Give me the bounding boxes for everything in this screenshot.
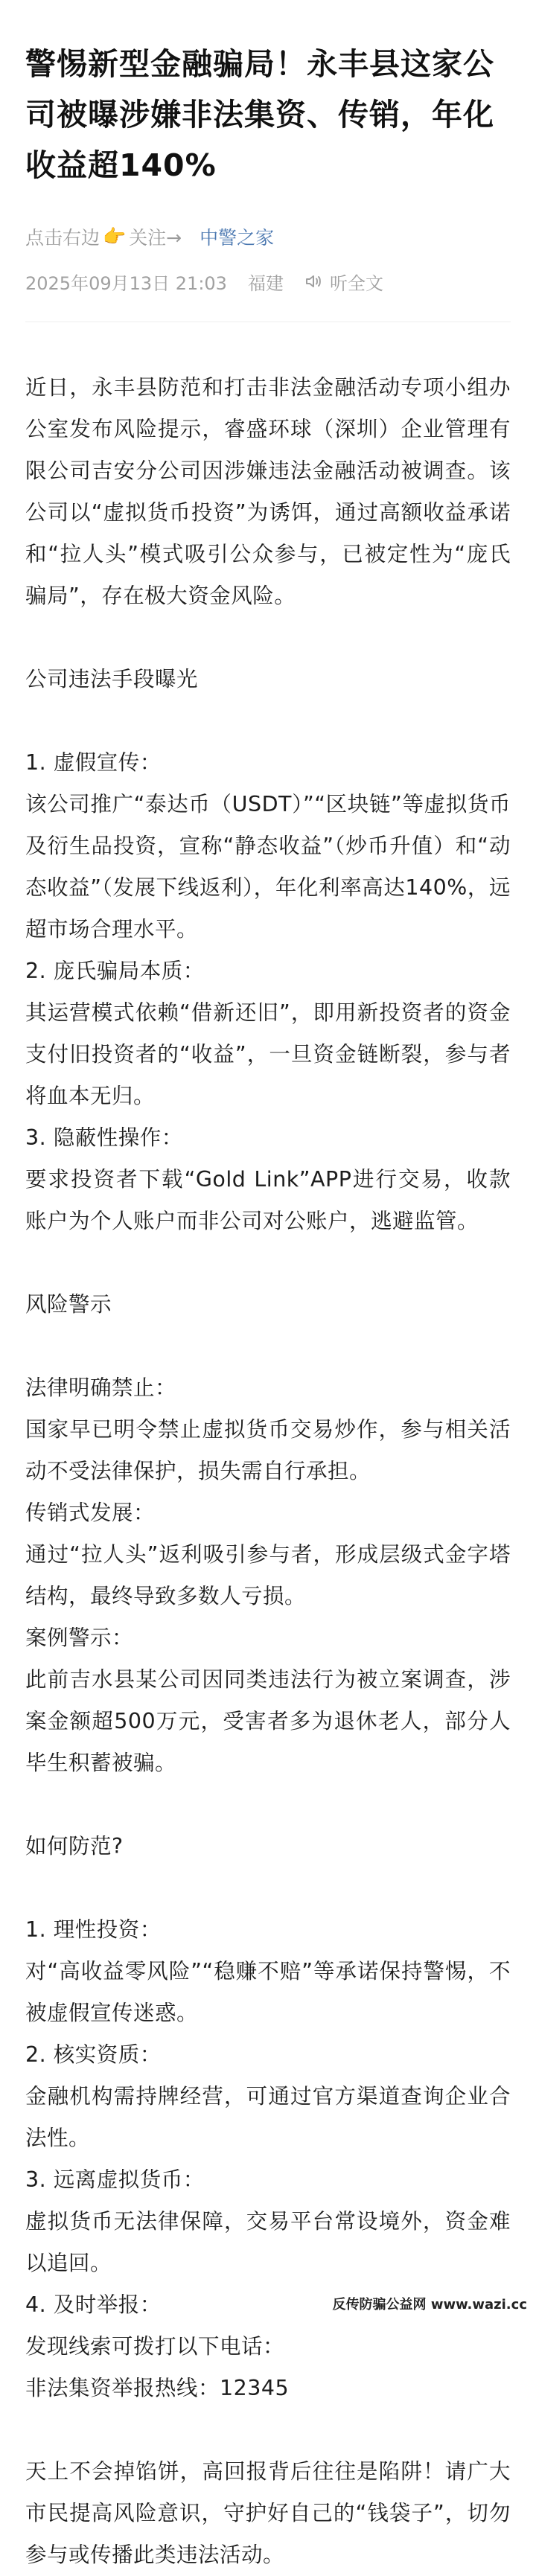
publish-datetime: 2025年09月13日 21:03 [25,272,227,294]
listen-button[interactable] [304,269,383,295]
paragraph-spacer [25,1242,511,1284]
paragraph-spacer [25,1784,511,1826]
article-body [25,322,511,2576]
article-paragraph: 法律明确禁止： [25,1375,177,1400]
article-paragraph: 案例警示： [25,1626,134,1650]
article-paragraph: 非法集资举报热线：12345 [25,2376,290,2400]
byline [25,222,511,252]
listen-label: 听全文 [329,272,383,294]
speaker-icon [304,272,322,290]
paragraph-spacer [25,1326,511,1367]
article-paragraph: 1. 理性投资： [25,1917,162,1942]
article-paragraph: 国家早已明令禁止虚拟货币交易炒作，参与相关活动不受法律保护，损失需自行承担。 [25,1417,511,1483]
article-paragraph: 1. 虚假宣传： [25,750,162,775]
article-paragraph: 该公司推广“泰达币（USDT）”“区块链”等虚拟货币及衍生品投资，宣称“静态收益”（炒币升值）和“动态收益”（发展下线返利），年化利率高达140%，远超市场合理水平。 [25,792,511,942]
site-watermark: 反传防骗公益网 www.wazi.cc [328,2292,532,2315]
paragraph-spacer [25,2409,511,2451]
article-paragraph: 通过“拉人头”返利吸引参与者，形成层级式金字塔结构，最终导致多数人亏损。 [25,1542,511,1608]
article-title: 警惕新型金融骗局！永丰县这家公司被曝涉嫌非法集资、传销，年化收益超140% [25,46,494,183]
article-paragraph: 虚拟货币无法律保障，交易平台常设境外，资金难以追回。 [25,2209,511,2275]
article-paragraph: 2. 核实资质： [25,2042,162,2067]
article-paragraph: 3. 远离虚拟货币： [25,2167,205,2192]
article-paragraph: 发现线索可拨打以下电话： [25,2334,285,2359]
article-paragraph: 其运营模式依赖“借新还旧”，即用新投资者的资金支付旧投资者的“收益”，一旦资金链断裂，参与者将血本无归。 [25,1000,511,1108]
paragraph-spacer [25,700,511,742]
article-paragraph: 2. 庞氏骗局本质： [25,959,205,983]
pointing-hand-icon: 👉 [103,226,127,247]
paragraph-spacer [25,617,511,659]
article-paragraph: 天上不会掉馅饼，高回报背后往往是陷阱！请广大市民提高风险意识，守护好自己的“钱袋子”，切勿参与或传播此类违法活动。 [25,2459,511,2567]
article-meta [25,268,511,295]
article-paragraph: 公司违法手段曝光 [25,667,199,691]
paragraph-spacer [25,1867,511,1909]
article-paragraph: 金融机构需持牌经营，可通过官方渠道查询企业合法性。 [25,2084,511,2150]
article-paragraph: 风险警示 [25,1292,112,1317]
article-paragraph: 传销式发展： [25,1500,156,1525]
publish-location: 福建 [247,272,284,294]
article-paragraph: 此前吉水县某公司因同类违法行为被立案调查，涉案金额超500万元，受害者多为退休老人，部分人毕生积蓄被骗。 [25,1667,511,1775]
article-paragraph: 近日，永丰县防范和打击非法金融活动专项小组办公室发布风险提示，睿盛环球（深圳）企业管理有限公司吉安分公司因涉嫌违法金融活动被调查。该公司以“虚拟货币投资”为诱饵，通过高额收益承诺和“拉人头”模式吸引公众参与，已被定性为“庞氏骗局”，存在极大资金风险。 [25,375,511,608]
article-paragraph: 如何防范? [25,1834,124,1859]
article-paragraph: 对“高收益零风险”“稳赚不赔”等承诺保持警惕，不被虚假宣传迷惑。 [25,1959,511,2025]
article-paragraph: 要求投资者下载“Gold Link”APP进行交易，收款账户为个人账户而非公司对公账户，逃避监管。 [25,1167,511,1233]
follow-prompt[interactable]: 点击右边 [25,227,100,249]
article-paragraph: 4. 及时举报： [25,2292,162,2317]
source-account-link[interactable]: 中警之家 [200,227,275,249]
follow-button[interactable]: 关注→ [129,227,182,249]
article-paragraph: 3. 隐蔽性操作： [25,1125,183,1150]
